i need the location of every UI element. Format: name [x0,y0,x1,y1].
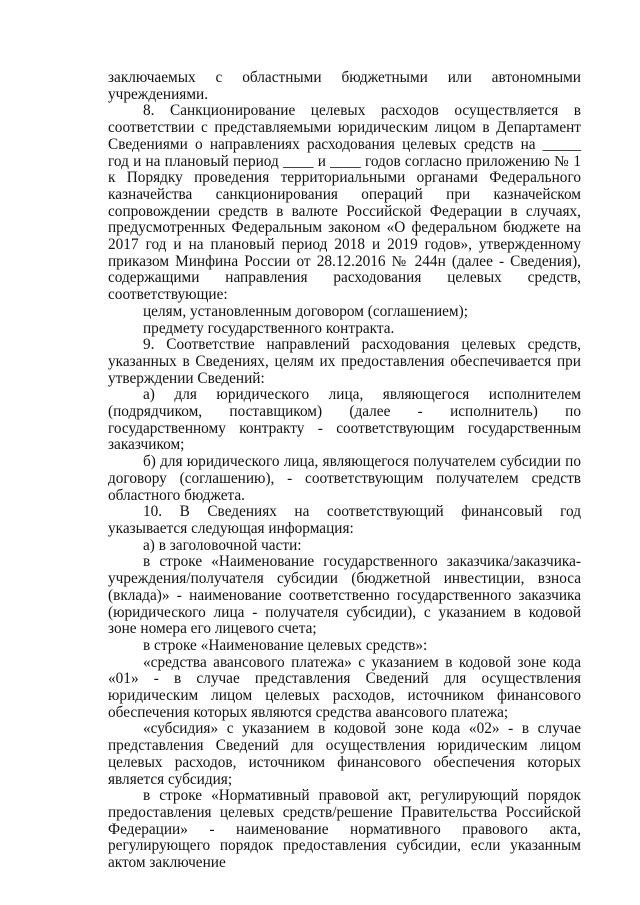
paragraph-8-item-contract: предмету государственного контракта. [143,319,395,337]
paragraph-10: 10. В Сведениях на соответствующий финансовый год указывается следующая информация: [108,503,581,537]
paragraph-10-a-advance-payment: «средства авансового платежа» с указанием в кодовой зоне кода «01» - в случае представления Сведений для осуществления юридическим лицом целевых расходов, источником финансового обеспечения которых являются средства авансового платежа; [108,653,581,721]
paragraph-8: 8. Санкционирование целевых расходов осуществляется в соответствии с представляемыми юридическим лицом в Департамент Сведениями о направлениях расходования целевых средств на _____ год и на плановый период ____ и ____ годов согласно приложению № 1 к Порядку проведения территориальными органами Федерального казначейства санкционирования операций при казначейском сопровождении средств в валюте Российской Федерации в случаях, предусмотренных Федеральным законом «О федеральном бюджете на 2017 год и на плановый период 2018 и 2019 годов», утвержденному приказом Минфина России от 28.12.2016 № 244н (далее - Сведения), содержащими направления расходования целевых средств, соответствующие: [108,102,581,304]
paragraph-8-item-goals: целям, установленным договором (соглашением); [143,302,468,320]
paragraph-10-a-funds-line: в строке «Наименование целевых средств»: [143,636,428,654]
paragraph-10-a: а) в заголовочной части: [143,536,302,554]
paragraph-10-a-subsidy: «субсидия» с указанием в кодовой зоне кода «02» - в случае представления Сведений для осуществления юридическим лицом целевых расходов, источником финансового обеспечения которых является субсидия; [108,720,581,788]
paragraph-10-a-customer-line: в строке «Наименование государственного заказчика/заказчика-учреждения/получателя субсидии (бюджетной инвестиции, взноса (вклада)» - наименование соответственно государственного заказчика (юридического лица - получателя субсидии), с указанием в кодовой зоне номера его лицевого счета; [108,553,581,638]
paragraph-9: 9. Соответствие направлений расходования целевых средств, указанных в Сведениях, целям их предоставления обеспечивается при утверждении Сведений: [108,336,581,387]
paragraph-continuation: заключаемых с областными бюджетными или автономными учреждениями. [108,69,581,103]
paragraph-10-a-normative-act: в строке «Нормативный правовой акт, регулирующий порядок предоставления целевых средств/решение Правительства Российской Федерации» - наименование нормативного правового акта, регулирующего порядок предоставления субсидии, если указанным актом заключение [108,787,581,872]
paragraph-9-b: б) для юридического лица, являющегося получателем субсидии по договору (соглашению), - соответствующим получателем средств областного бюджета. [108,453,581,504]
paragraph-9-a: а) для юридического лица, являющегося исполнителем (подрядчиком, поставщиком) (далее - исполнитель) по государственному контракту - соответствующим государственным заказчиком; [108,386,581,454]
document-body [108,70,581,872]
